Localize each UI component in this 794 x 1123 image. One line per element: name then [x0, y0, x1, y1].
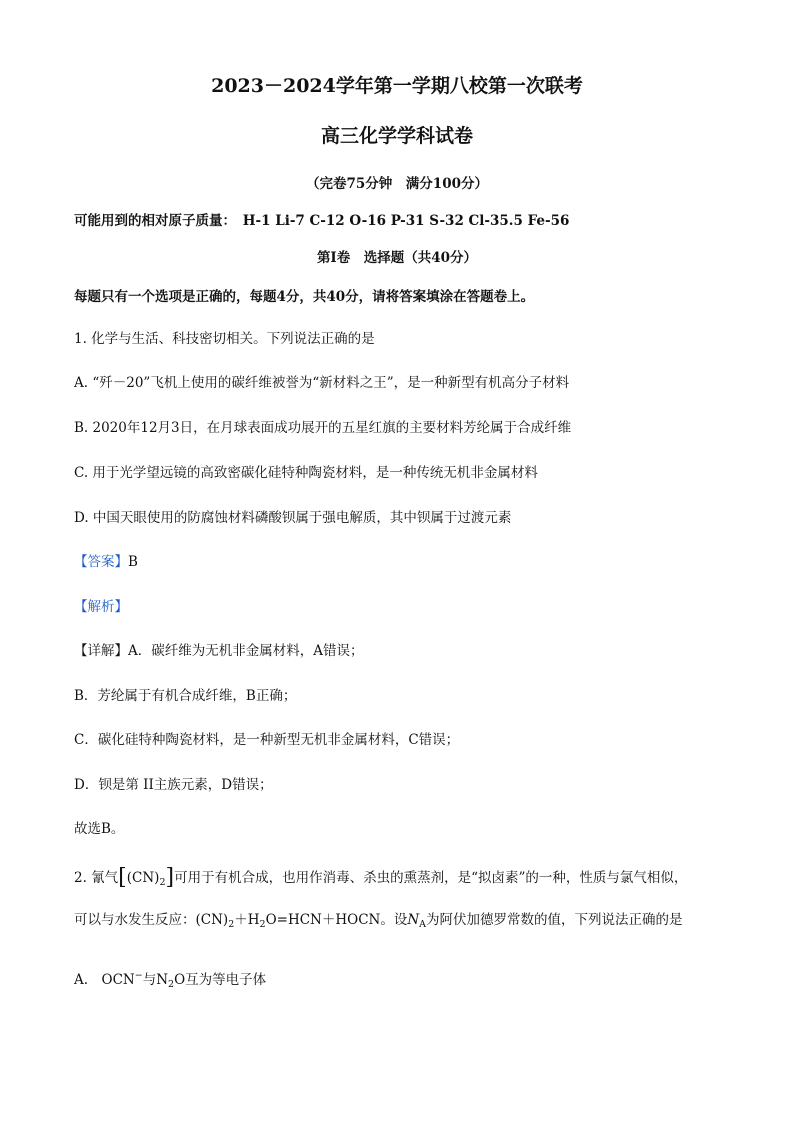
q1-option-d: D. 中国天眼使用的防腐蚀材料磷酸钡属于强电解质，其中钡属于过渡元素 — [74, 510, 512, 526]
q1-detail-c: C．碳化硅特种陶瓷材料，是一种新型无机非金属材料，C错误； — [74, 732, 460, 748]
cn2-formula: (CN) — [126, 870, 160, 886]
q1-analysis-tag: 【解析】 — [74, 599, 128, 615]
answer-value: B — [128, 554, 138, 570]
q1-option-b: B. 2020年12月3日，在月球表面成功展开的五星红旗的主要材料芳纶属于合成纤维 — [74, 420, 572, 436]
q1-answer — [74, 553, 138, 571]
q2-stem-line1: 2. 氰气$[(CN)_2]$可用于有机合成，也用作消毒、杀虫的熏蒸剂，是“拟卤素”的一种，性质与氯气相似， — [74, 865, 688, 890]
q1-option-c: C. 用于光学望远镜的高致密碳化硅特种陶瓷材料，是一种传统无机非金属材料 — [74, 465, 538, 481]
q1-detail-a: 【详解】A．碳纤维为无机非金属材料，A错误； — [74, 643, 364, 659]
exam-subtitle: 高三化学学科试卷 — [320, 125, 473, 147]
right-bracket-icon: ] — [165, 865, 175, 890]
reaction-equation: $(CN)_2+H_2O=HCN+HOCN$ — [195, 912, 381, 930]
q1-detail-d: D．钡是第 II主族元素，D错误； — [74, 777, 273, 793]
exam-title: 2023－2024学年第一学期八校第一次联考 — [211, 75, 583, 97]
q2-option-a: A. OCN−与$N_2O$互为等电子体 — [74, 970, 267, 990]
q1-conclusion: 故选B。 — [74, 821, 125, 837]
atomic-masses: 可能用到的相对原子质量： H-1 Li-7 C-12 O-16 P-31 S-32 Cl-35.5 Fe-56 — [74, 213, 570, 229]
detail-tag: 【详解】 — [74, 643, 128, 659]
instruction: 每题只有一个选项是正确的，每题4分，共40分，请将答案填涂在答题卷上。 — [74, 289, 535, 305]
section-heading: 第Ⅰ卷 选择题（共40分） — [316, 250, 478, 266]
avogadro-symbol: N — [407, 912, 420, 928]
q1-stem: 1. 化学与生活、科技密切相关。下列说法正确的是 — [74, 331, 375, 347]
left-bracket-icon: [ — [118, 865, 127, 890]
q2-stem-line2: 可以与水发生反应：$(CN)_2+H_2O=HCN+HOCN$。设$N_A$为阿伏加德罗常数的值，下列说法正确的是 — [74, 912, 683, 930]
q1-option-a: A. “歼－20”飞机上使用的碳纤维被誉为“新材料之王”，是一种新型有机高分子材料 — [74, 375, 570, 391]
answer-tag: 【答案】 — [74, 554, 128, 570]
q1-detail-b: B．芳纶属于有机合成纤维，B正确； — [74, 688, 297, 704]
exam-meta: （完卷75分钟 满分100分） — [306, 176, 488, 192]
